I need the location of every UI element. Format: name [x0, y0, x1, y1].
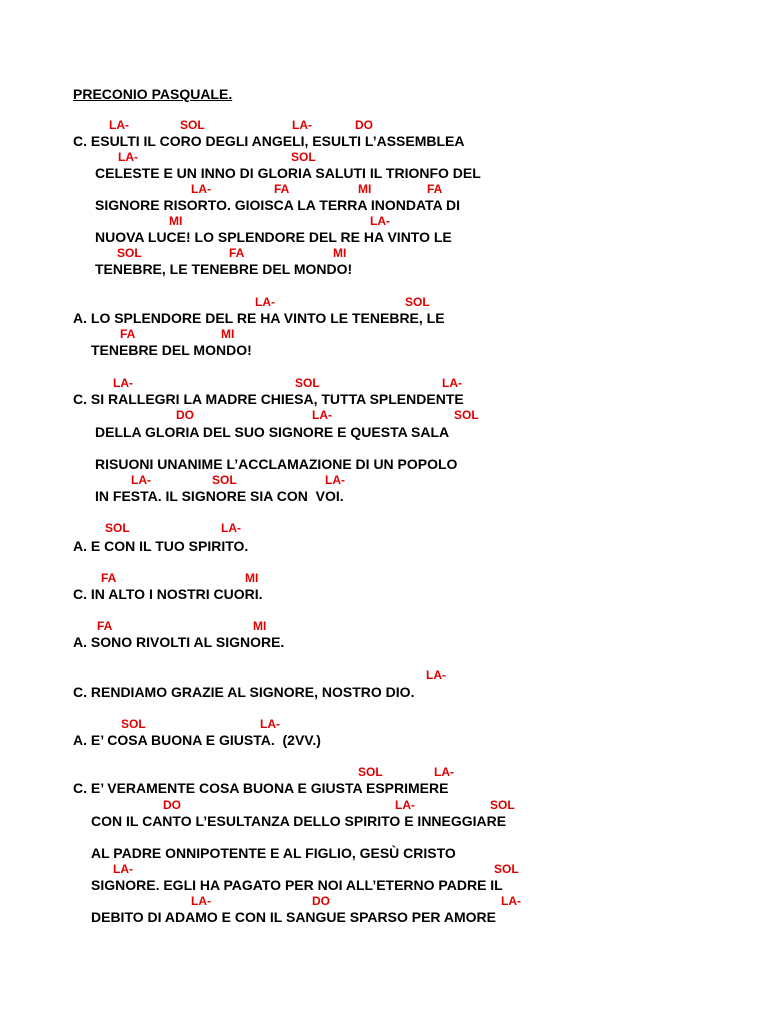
lyric-line: CON IL CANTO L’ESULTANZA DELLO SPIRITO E INNEGGIARE [91, 813, 507, 829]
lyric-line: CELESTE E UN INNO DI GLORIA SALUTI IL TRIONFO DEL [95, 165, 481, 181]
lyric-line: RISUONI UNANIME L’ACCLAMAZIONE DI UN POPOLO [95, 456, 458, 472]
lyric-line: DEBITO DI ADAMO E CON IL SANGUE SPARSO PER AMORE [91, 909, 497, 925]
chord: LA- [501, 894, 521, 908]
chord: SOL [494, 862, 519, 876]
chord: MI [221, 327, 235, 341]
lyric-line: C. SI RALLEGRI LA MADRE CHIESA, TUTTA SPLENDENTE [73, 391, 464, 407]
chord: MI [358, 182, 372, 196]
lyric-line: SIGNORE. EGLI HA PAGATO PER NOI ALL’ETERNO PADRE IL [91, 877, 503, 893]
lyric-line: NUOVA LUCE! LO SPLENDORE DEL RE HA VINTO LE [95, 229, 452, 245]
chord: MI [245, 571, 259, 585]
chord: FA [229, 246, 245, 260]
chord: LA- [131, 473, 151, 487]
chord: LA- [221, 521, 241, 535]
lyric-line: C. ESULTI IL CORO DEGLI ANGELI, ESULTI L’ASSEMBLEA [73, 133, 465, 149]
lyric-line: DELLA GLORIA DEL SUO SIGNORE E QUESTA SALA [95, 424, 450, 440]
chord: LA- [395, 798, 415, 812]
chord: LA- [370, 214, 390, 228]
chord: LA- [191, 894, 211, 908]
chord: DO [312, 894, 330, 908]
chord: FA [274, 182, 290, 196]
chord: LA- [113, 862, 133, 876]
chord: SOL [295, 376, 320, 390]
page-title: PRECONIO PASQUALE. [73, 86, 233, 102]
chord: LA- [426, 668, 446, 682]
chord: MI [169, 214, 183, 228]
chord: FA [427, 182, 443, 196]
chord: FA [120, 327, 136, 341]
chord: LA- [255, 295, 275, 309]
chord: FA [97, 619, 113, 633]
chord: SOL [291, 150, 316, 164]
chord: LA- [260, 717, 280, 731]
lyric-line: A. E CON IL TUO SPIRITO. [73, 538, 249, 554]
chord: LA- [109, 118, 129, 132]
chord: MI [253, 619, 267, 633]
chord: SOL [405, 295, 430, 309]
chord: LA- [191, 182, 211, 196]
chord: LA- [292, 118, 312, 132]
lyric-line: TENEBRE, LE TENEBRE DEL MONDO! [95, 261, 353, 277]
lyric-line: TENEBRE DEL MONDO! [91, 342, 252, 358]
lyric-line: SIGNORE RISORTO. GIOISCA LA TERRA INONDATA DI [95, 197, 461, 213]
chord: LA- [118, 150, 138, 164]
lyric-line: C. IN ALTO I NOSTRI CUORI. [73, 586, 263, 602]
lyric-line: A. LO SPLENDORE DEL RE HA VINTO LE TENEBRE, LE [73, 310, 445, 326]
chord: SOL [358, 765, 383, 779]
chord: DO [355, 118, 373, 132]
chord: SOL [180, 118, 205, 132]
chord: LA- [434, 765, 454, 779]
chord: SOL [454, 408, 479, 422]
lyric-line: A. E’ COSA BUONA E GIUSTA. (2VV.) [73, 732, 321, 748]
chord: FA [101, 571, 117, 585]
chord: LA- [113, 376, 133, 390]
chord: MI [333, 246, 347, 260]
chord: DO [176, 408, 194, 422]
chord: SOL [105, 521, 130, 535]
lyric-line: C. E’ VERAMENTE COSA BUONA E GIUSTA ESPRIMERE [73, 780, 449, 796]
lyric-line: C. RENDIAMO GRAZIE AL SIGNORE, NOSTRO DIO. [73, 684, 415, 700]
lyric-line: A. SONO RIVOLTI AL SIGNORE. [73, 634, 285, 650]
chord: DO [163, 798, 181, 812]
chord: LA- [442, 376, 462, 390]
lyric-line: IN FESTA. IL SIGNORE SIA CON VOI. [95, 488, 344, 504]
lyric-line: AL PADRE ONNIPOTENTE E AL FIGLIO, GESÙ CRISTO [91, 845, 456, 861]
chord: SOL [212, 473, 237, 487]
chord: SOL [490, 798, 515, 812]
chord: SOL [121, 717, 146, 731]
chord: LA- [325, 473, 345, 487]
chord: LA- [312, 408, 332, 422]
chord: SOL [117, 246, 142, 260]
